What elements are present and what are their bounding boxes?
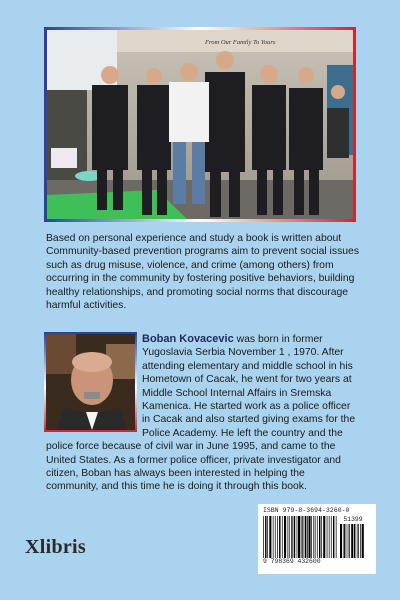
isbn-barcode [258, 504, 376, 574]
barcode-bar [275, 516, 276, 558]
barcode-bar [349, 524, 350, 558]
ean-number: 9 798369 432600 [263, 558, 321, 565]
barcode-bar [354, 524, 355, 558]
barcode-bar [321, 516, 322, 558]
barcode-bar [327, 516, 328, 558]
barcode-bar [294, 516, 295, 558]
author-bio [46, 333, 360, 494]
barcode-bar [284, 516, 286, 558]
barcode-bar [302, 516, 303, 558]
barcode-bar [273, 516, 274, 558]
main-barcode-bars [263, 516, 337, 558]
barcode-bar [336, 516, 337, 558]
barcode-bar [263, 516, 264, 558]
barcode-bar [351, 524, 353, 558]
barcode-bar [329, 516, 330, 558]
barcode-bar [333, 516, 334, 558]
barcode-bar [348, 524, 349, 558]
barcode-bar [292, 516, 293, 558]
barcode-bar [307, 516, 308, 558]
supplement-code: 51399 [343, 516, 363, 523]
barcode-bar [344, 524, 345, 558]
barcode-bar [346, 524, 347, 558]
barcode-bar [269, 516, 271, 558]
barcode-bar [313, 516, 314, 558]
barcode-bar [297, 516, 298, 558]
barcode-bar [291, 516, 292, 558]
group-photo [47, 30, 353, 219]
barcode-bar [305, 516, 306, 558]
publisher-logo: Xlibris [25, 536, 86, 558]
barcode-bar [362, 524, 364, 558]
barcode-bar [289, 516, 290, 558]
group-photo-frame [44, 27, 356, 222]
isbn-number: ISBN 979-8-3694-3260-0 [263, 507, 350, 514]
barcode-bar [340, 524, 342, 558]
author-name: Boban Kovacevic [142, 333, 234, 345]
barcode-bar [298, 516, 300, 558]
photo-spacer [46, 333, 142, 436]
barcode-bar [319, 516, 320, 558]
supplement-barcode-bars [340, 524, 366, 558]
barcode-bar [282, 516, 283, 558]
barcode-bar [288, 516, 289, 558]
barcode-bar [315, 516, 316, 558]
author-bio-text: was born in former Yugoslavia Serbia November 1 , 1970. After attending elementary and middle school in his Hometown of Cacak, he went for two years at Middle School Internal Affairs in Sremska Kamenica. He started work as a police officer in Cacak and also started giving exams for the Police Academy. He left the country and the police force because of civil war in June 1995, and came to the United States. As a former police officer, private investigator and citizen, Boban has always been interested in helping the community, and this time he is doing it through this book. [46, 334, 356, 493]
barcode-bar [331, 516, 332, 558]
book-description: Based on personal experience and study a book is written about Community-based prevention programs aim to prevent social issues such as drug misuse, violence, and crime (among others) from occurring in the community by fostering positive behaviors, building healthy relationships, and promoting social norms that discourage harmful activities. [46, 233, 360, 312]
barcode-bar [277, 516, 278, 558]
banner-text: From Our Family To Yours [205, 39, 276, 46]
barcode-bar [311, 516, 312, 558]
barcode-bar [301, 516, 302, 558]
barcode-bar [358, 524, 359, 558]
barcode-bar [279, 516, 280, 558]
barcode-bar [357, 524, 358, 558]
barcode-bar [317, 516, 318, 558]
barcode-bar [360, 524, 361, 558]
barcode-bar [309, 516, 311, 558]
barcode-bar [265, 516, 266, 558]
barcode-bar [323, 516, 325, 558]
barcode-bar [267, 516, 268, 558]
barcode-bar [304, 516, 305, 558]
barcode-row [263, 516, 371, 558]
supplement-block [340, 516, 366, 558]
